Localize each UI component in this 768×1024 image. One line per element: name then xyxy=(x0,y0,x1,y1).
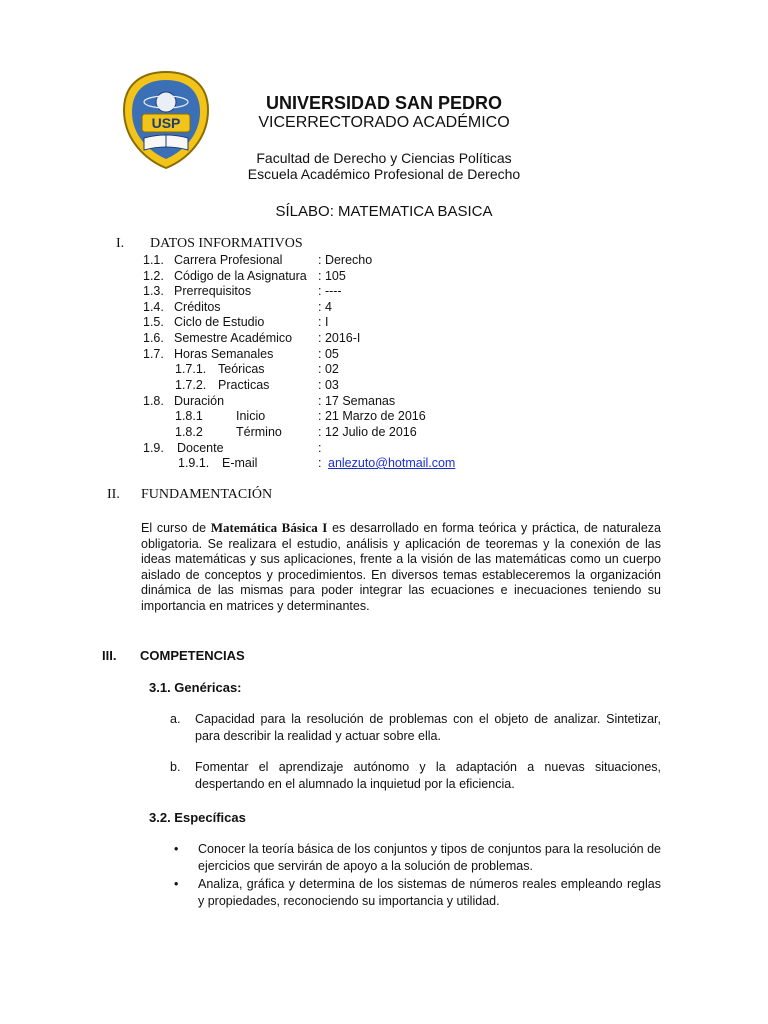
faculty-name: Facultad de Derecho y Ciencias Políticas xyxy=(256,150,512,166)
bullet: • xyxy=(174,877,179,891)
subsection-genericas: 3.1. Genéricas: xyxy=(149,680,242,695)
list-marker: a. xyxy=(170,712,181,726)
section-number: II. xyxy=(107,487,120,502)
section-number: III. xyxy=(102,648,117,663)
school-name: Escuela Académico Profesional de Derecho xyxy=(247,166,521,182)
university-name: UNIVERSIDAD SAN PEDRO xyxy=(265,93,503,113)
section-title: DATOS INFORMATIVOS xyxy=(150,236,303,251)
section-number: I. xyxy=(116,236,125,251)
course-name: Matemática Básica I xyxy=(210,520,328,535)
section-heading-datos xyxy=(116,236,303,252)
list-item: Conocer la teoría básica de los conjuntos y tipos de conjuntos para la resolución de ejercicios que servirán de apoyo a la solución de problemas. xyxy=(198,842,661,873)
email-link[interactable]: anlezuto@hotmail.com xyxy=(328,456,456,470)
bullet: • xyxy=(174,842,179,856)
fundamentacion-paragraph: El curso de Matemática Básica I es desarrollado en forma teórica y práctica, de naturaleza obligatoria. Se realizara el estudio, análisis y aplicación de teoremas y la conexión de las ideas matemáticas y sus aplicaciones, frente a la visión de las matemáticas como un cuerpo aislado de conceptos y procedimientos. En diversos temas estableceremos la organización dinámica de las mismas para poder integrar las ecuaciones e inecuaciones teniendo su importancia en matrices y determinantes. xyxy=(141,520,661,613)
section-title: FUNDAMENTACIÓN xyxy=(141,487,273,502)
list-marker: b. xyxy=(170,760,181,774)
section-heading-fundamentacion xyxy=(107,487,272,503)
subsection-especificas: 3.2. Específicas xyxy=(149,810,246,825)
section-heading-competencias xyxy=(102,648,245,663)
list-item: Capacidad para la resolución de problemas con el objeto de analizar. Sintetizar, para describir la realidad y actuar sobre ella. xyxy=(195,712,661,743)
svg-text:USP: USP xyxy=(151,115,181,131)
vicerrectorado: VICERRECTORADO ACADÉMICO xyxy=(258,114,510,131)
section-title: COMPETENCIAS xyxy=(140,648,245,663)
list-item: Fomentar el aprendizaje autónomo y la adaptación a nuevas situaciones, despertando en el alumnado la inquietud por la eficiencia. xyxy=(195,760,661,791)
list-item: Analiza, gráfica y determina de los sistemas de números reales empleando reglas y propiedades, reconociendo su importancia y utilidad. xyxy=(198,877,661,908)
syllabus-title: SÍLABO: MATEMATICA BASICA xyxy=(275,203,493,220)
